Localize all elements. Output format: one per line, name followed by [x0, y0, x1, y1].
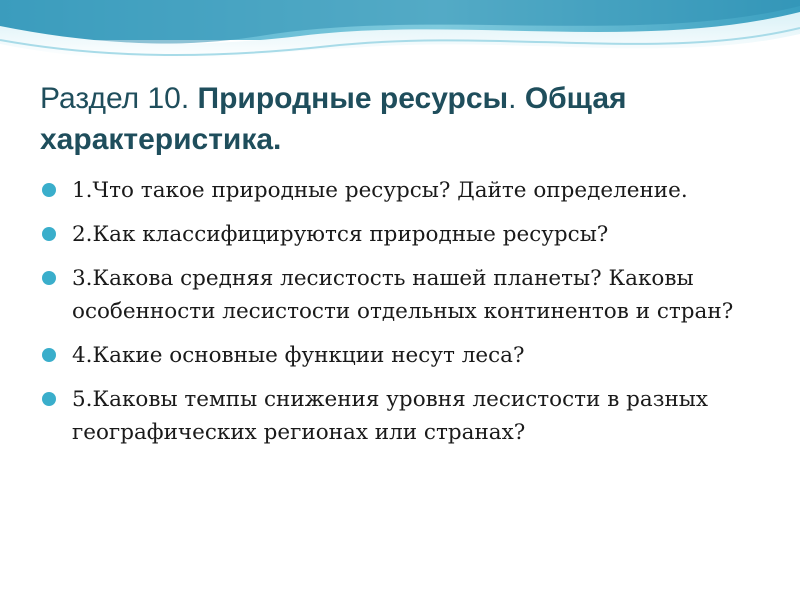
question-list — [42, 174, 762, 460]
bullet-dot-icon — [42, 271, 56, 285]
bullet-dot-icon — [42, 183, 56, 197]
question-item-2 — [42, 218, 762, 251]
question-text: 5.Каковы темпы снижения уровня лесистости в разных географических регионах или странах? — [72, 387, 709, 445]
question-item-3 — [42, 262, 762, 328]
bullet-dot-icon — [42, 392, 56, 406]
bullet-dot-icon — [42, 227, 56, 241]
title-bold-characteristics: Общая характеристика. — [40, 82, 627, 156]
title-bold-resources: Природные ресурсы — [197, 82, 509, 115]
bullet-dot-icon — [42, 348, 56, 362]
title-separator: . — [508, 82, 525, 115]
question-text: 3.Какова средняя лесистость нашей планеты? Каковы особенности лесистости отдельных континентов и стран? — [72, 266, 734, 324]
title-prefix: Раздел 10. — [40, 82, 198, 115]
wave-decoration — [0, 0, 800, 80]
slide-title — [40, 78, 770, 160]
question-text: 2.Как классифицируются природные ресурсы? — [72, 222, 609, 247]
question-text: 4.Какие основные функции несут леса? — [72, 343, 525, 368]
question-item-1 — [42, 174, 762, 207]
question-item-5 — [42, 383, 762, 449]
question-text: 1.Что такое природные ресурсы? Дайте определение. — [72, 178, 688, 203]
question-item-4 — [42, 339, 762, 372]
